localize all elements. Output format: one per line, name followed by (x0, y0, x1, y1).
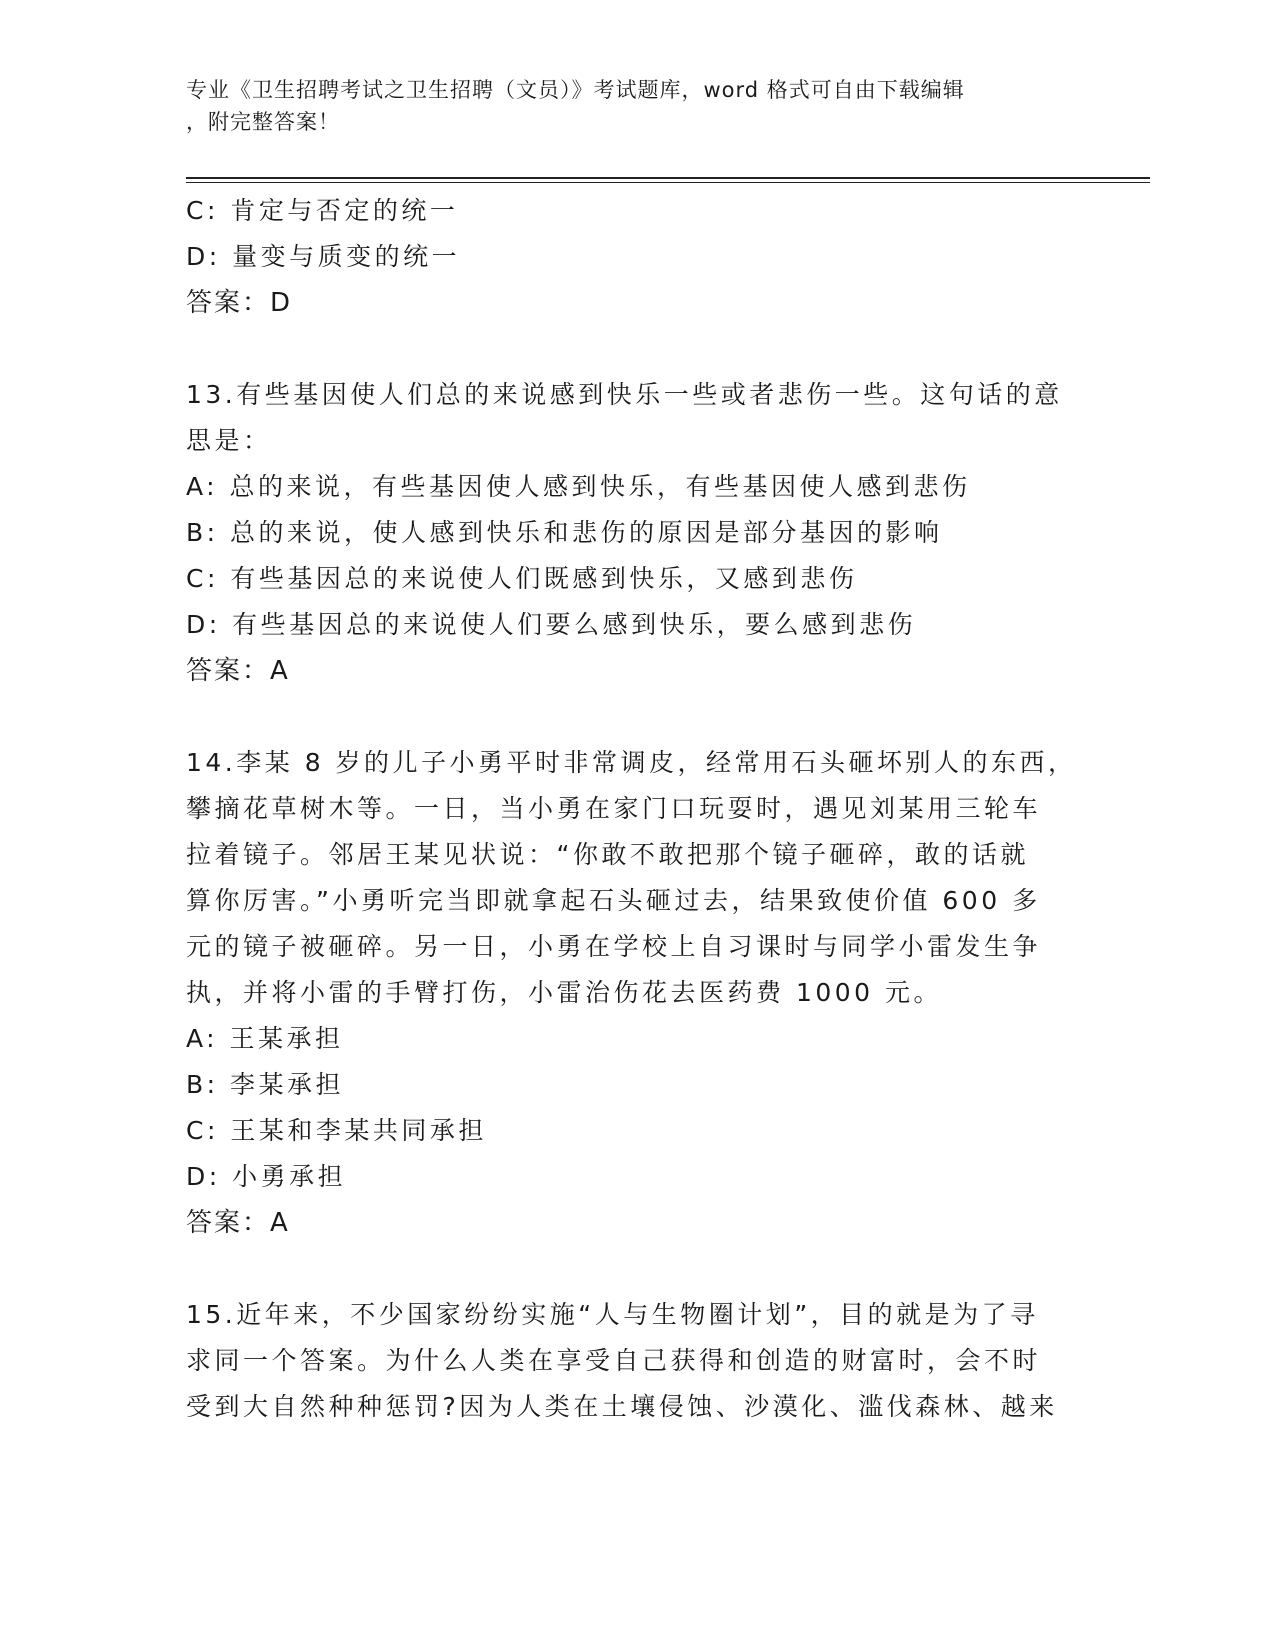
question-stem: 攀摘花草树木等。一日，当小勇在家门口玩耍时，遇见刘某用三轮车 (186, 794, 1042, 823)
question-stem: 求同一个答案。为什么人类在享受自己获得和创造的财富时，会不时 (186, 1346, 1042, 1375)
spacer (186, 1246, 1086, 1292)
option-b: B: 总的来说，使人感到快乐和悲伤的原因是部分基因的影响 (186, 518, 943, 547)
option-b: B: 李某承担 (186, 1070, 345, 1099)
question-stem: 13.有些基因使人们总的来说感到快乐一些或者悲伤一些。这句话的意 (186, 380, 1063, 409)
question-15 (186, 1292, 1086, 1430)
question-12 (186, 188, 1086, 326)
question-stem: 受到大自然种种惩罚?因为人类在土壤侵蚀、沙漠化、滥伐森林、越来 (186, 1392, 1058, 1421)
document-header (186, 74, 1066, 138)
option-c: C: 王某和李某共同承担 (186, 1116, 487, 1145)
answer-label: 答案：A (186, 1208, 290, 1238)
option-d: D: 小勇承担 (186, 1162, 347, 1191)
header-rule-thin (186, 182, 1150, 183)
option-d: D: 有些基因总的来说使人们要么感到快乐，要么感到悲伤 (186, 610, 917, 639)
answer-label: 答案：D (186, 288, 293, 318)
question-stem: 14.李某 8 岁的儿子小勇平时非常调皮，经常用石头砸坏别人的东西， (186, 748, 1077, 777)
question-content (186, 188, 1086, 1430)
question-14 (186, 740, 1086, 1246)
option-a: A: 王某承担 (186, 1024, 344, 1053)
spacer (186, 694, 1086, 740)
option-c: C: 有些基因总的来说使人们既感到快乐，又感到悲伤 (186, 564, 858, 593)
question-stem: 拉着镜子。邻居王某见状说：“你敢不敢把那个镜子砸碎，敢的话就 (186, 840, 1029, 869)
question-stem: 思是： (186, 426, 272, 455)
spacer (186, 326, 1086, 372)
header-line-1: 专业《卫生招聘考试之卫生招聘（文员）》考试题库，word 格式可自由下载编辑 (186, 78, 965, 102)
option-c: C: 肯定与否定的统一 (186, 196, 459, 225)
question-stem: 算你厉害。”小勇听完当即就拿起石头砸过去，结果致使价值 600 多 (186, 886, 1041, 915)
option-d: D: 量变与质变的统一 (186, 242, 461, 271)
question-stem: 执，并将小雷的手臂打伤，小雷治伤花去医药费 1000 元。 (186, 978, 943, 1007)
answer-label: 答案：A (186, 656, 290, 686)
header-rule-thick (186, 177, 1150, 179)
question-13 (186, 372, 1086, 694)
header-line-2: ，附完整答案！ (186, 110, 340, 134)
option-a: A: 总的来说，有些基因使人感到快乐，有些基因使人感到悲伤 (186, 472, 971, 501)
question-stem: 元的镜子被砸碎。另一日，小勇在学校上自习课时与同学小雷发生争 (186, 932, 1042, 961)
question-stem: 15.近年来，不少国家纷纷实施“人与生物圈计划”，目的就是为了寻 (186, 1300, 1039, 1329)
